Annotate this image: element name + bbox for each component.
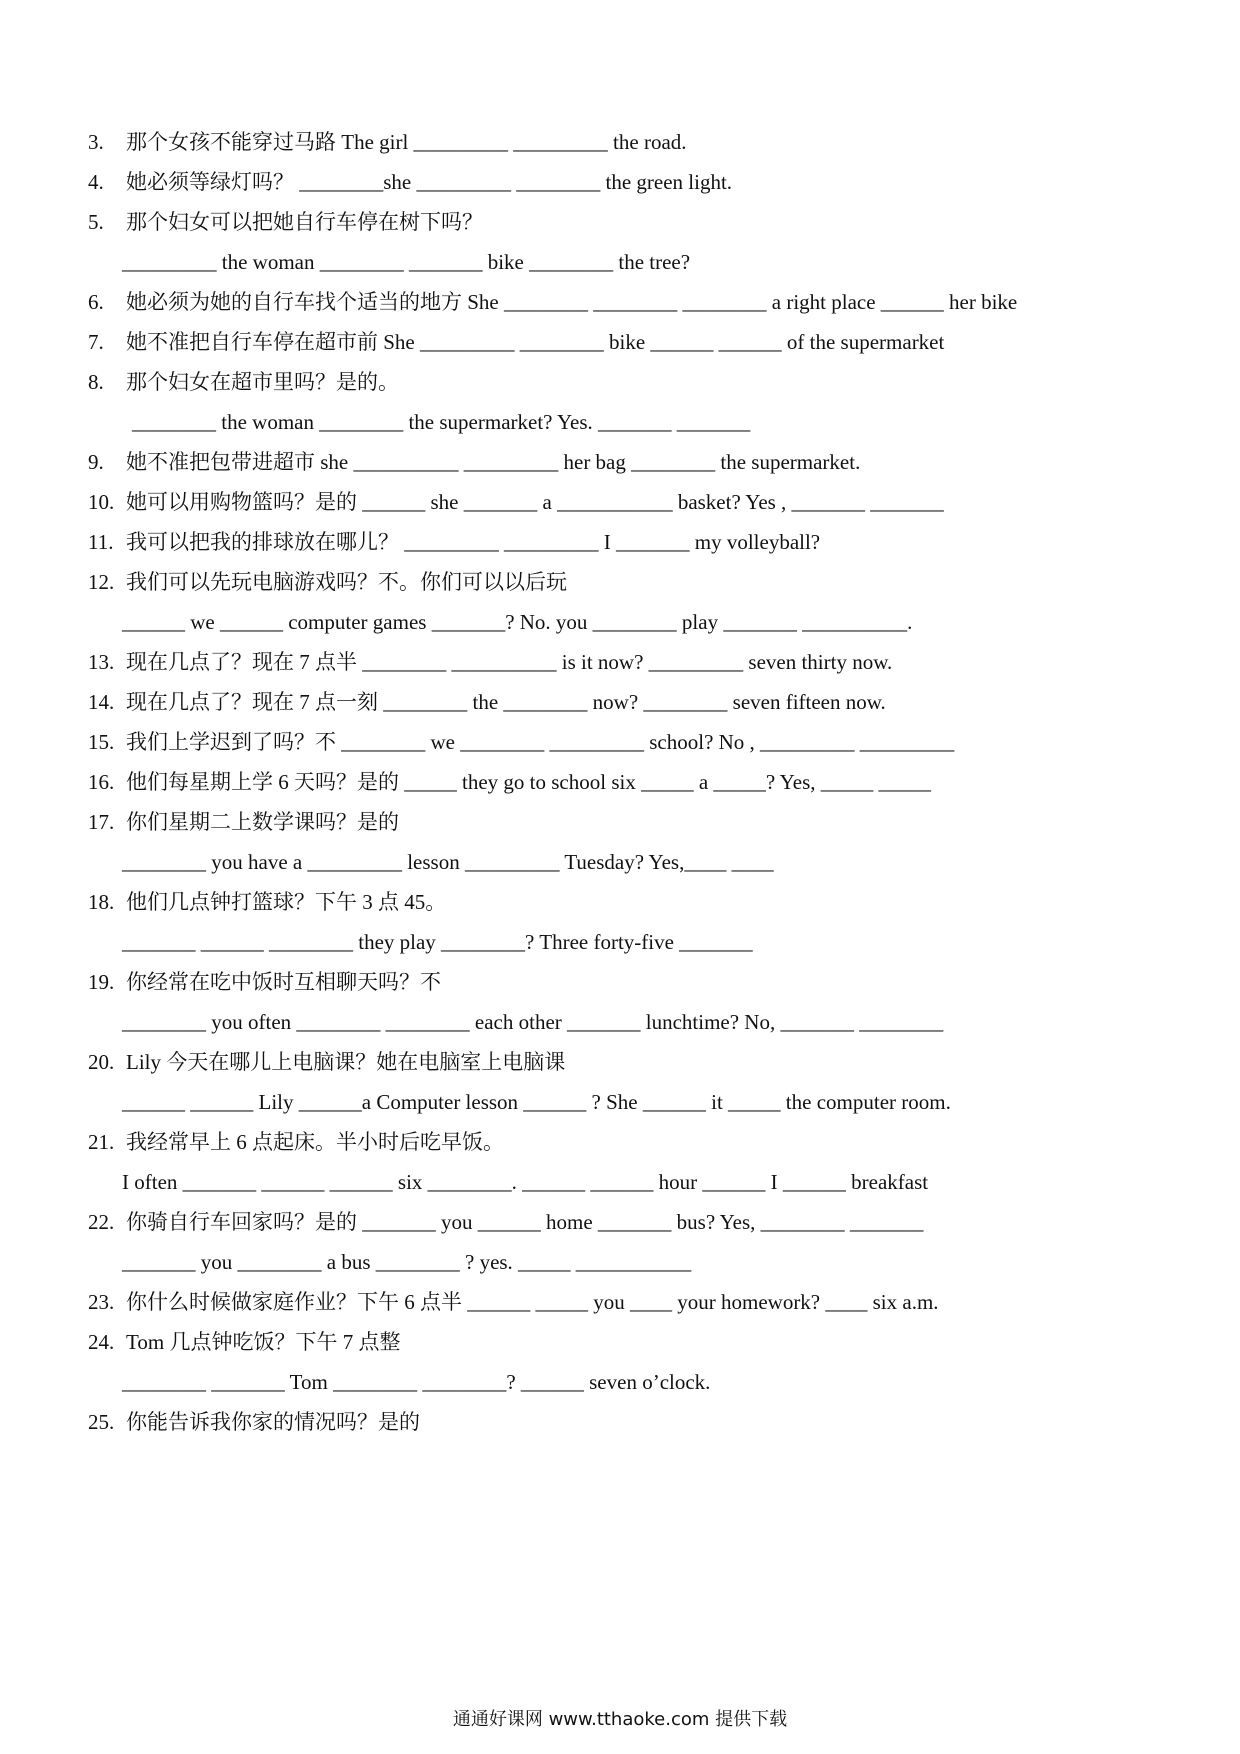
question-number: 9. xyxy=(88,450,104,474)
question-text: 你经常在吃中饭时互相聊天吗？不 xyxy=(126,970,441,994)
question-text: 你能告诉我你家的情况吗？是的 xyxy=(126,1410,420,1434)
answer-text: ________ the woman ________ the supermarket? Yes. _______ _______ xyxy=(132,410,751,434)
answer-text: ________ _______ Tom ________ ________? ______ seven o’clock. xyxy=(122,1370,711,1394)
page-footer: 通通好课网 www.tthaoke.com 提供下载 xyxy=(452,1709,788,1730)
question-number: 3. xyxy=(88,130,104,154)
question-text: 他们几点钟打篮球？下午 3 点 45。 xyxy=(126,890,447,914)
question-number: 11. xyxy=(88,530,114,554)
question-number: 10. xyxy=(88,490,115,514)
question-text: 她不准把自行车停在超市前 She _________ ________ bike ______ ______ of the supermarket xyxy=(126,330,945,354)
question-number: 6. xyxy=(88,290,104,314)
question-number: 19. xyxy=(88,970,115,994)
question-text: 你们星期二上数学课吗？是的 xyxy=(126,810,399,834)
question-number: 25. xyxy=(88,1410,115,1434)
question-text: 你什么时候做家庭作业？下午 6 点半 ______ _____ you ____ your homework? ____ six a.m. xyxy=(126,1290,939,1314)
question-text: 现在几点了？现在 7 点半 ________ __________ is it now? _________ seven thirty now. xyxy=(126,650,893,674)
question-number: 23. xyxy=(88,1290,115,1314)
question-text: Lily 今天在哪儿上电脑课？她在电脑室上电脑课 xyxy=(126,1050,566,1074)
question-number: 7. xyxy=(88,330,104,354)
question-text: 她必须为她的自行车找个适当的地方 She ________ ________ ________ a right place ______ her bike xyxy=(126,290,1018,314)
question-number: 4. xyxy=(88,170,104,194)
answer-text: _______ ______ ________ they play ________? Three forty-five _______ xyxy=(122,930,753,954)
answer-text: ______ ______ Lily ______a Computer lesson ______ ? She ______ it _____ the computer room. xyxy=(122,1090,951,1114)
answer-text: ________ you have a _________ lesson _________ Tuesday? Yes,____ ____ xyxy=(122,850,774,874)
question-text: 我们可以先玩电脑游戏吗？不。你们可以以后玩 xyxy=(126,570,567,594)
question-text: 那个妇女在超市里吗？是的。 xyxy=(126,370,399,394)
question-number: 17. xyxy=(88,810,115,834)
answer-text: _______ you ________ a bus ________ ? yes. _____ ___________ xyxy=(122,1250,692,1274)
question-text: 现在几点了？现在 7 点一刻 ________ the ________ now? ________ seven fifteen now. xyxy=(126,690,886,714)
question-text: 她可以用购物篮吗？是的 ______ she _______ a ___________ basket? Yes , _______ _______ xyxy=(126,490,944,514)
question-number: 15. xyxy=(88,730,115,754)
answer-text: I often _______ ______ ______ six ________. ______ ______ hour ______ I ______ breakfast xyxy=(122,1170,929,1194)
question-number: 12. xyxy=(88,570,115,594)
question-number: 8. xyxy=(88,370,104,394)
question-number: 5. xyxy=(88,210,104,234)
answer-text: ________ you often ________ ________ each other _______ lunchtime? No, _______ ________ xyxy=(122,1010,944,1034)
question-text: 你骑自行车回家吗？是的 _______ you ______ home _______ bus? Yes, ________ _______ xyxy=(126,1210,924,1234)
question-number: 24. xyxy=(88,1330,115,1354)
question-number: 20. xyxy=(88,1050,115,1074)
question-text: 她必须等绿灯吗？ ________she _________ ________ the green light. xyxy=(126,170,733,194)
question-number: 18. xyxy=(88,890,115,914)
question-text: Tom 几点钟吃饭？下午 7 点整 xyxy=(126,1330,401,1354)
question-text: 我可以把我的排球放在哪儿？ _________ _________ I _______ my volleyball? xyxy=(126,530,821,554)
question-number: 13. xyxy=(88,650,115,674)
question-number: 22. xyxy=(88,1210,115,1234)
question-text: 那个妇女可以把她自行车停在树下吗？ xyxy=(126,210,483,234)
question-text: 我们上学迟到了吗？不 ________ we ________ _________ school? No , _________ _________ xyxy=(126,730,955,754)
question-text: 我经常早上 6 点起床。半小时后吃早饭。 xyxy=(126,1130,504,1154)
answer-text: _________ the woman ________ _______ bike ________ the tree? xyxy=(122,250,691,274)
question-number: 14. xyxy=(88,690,115,714)
question-text: 他们每星期上学 6 天吗？是的 _____ they go to school six _____ a _____? Yes, _____ _____ xyxy=(126,770,931,794)
question-text: 那个女孩不能穿过马路 The girl _________ _________ the road. xyxy=(126,130,687,154)
question-number: 21. xyxy=(88,1130,115,1154)
question-number: 16. xyxy=(88,770,115,794)
answer-text: ______ we ______ computer games _______? No. you ________ play _______ __________. xyxy=(122,610,913,634)
question-text: 她不准把包带进超市 she __________ _________ her bag ________ the supermarket. xyxy=(126,450,861,474)
